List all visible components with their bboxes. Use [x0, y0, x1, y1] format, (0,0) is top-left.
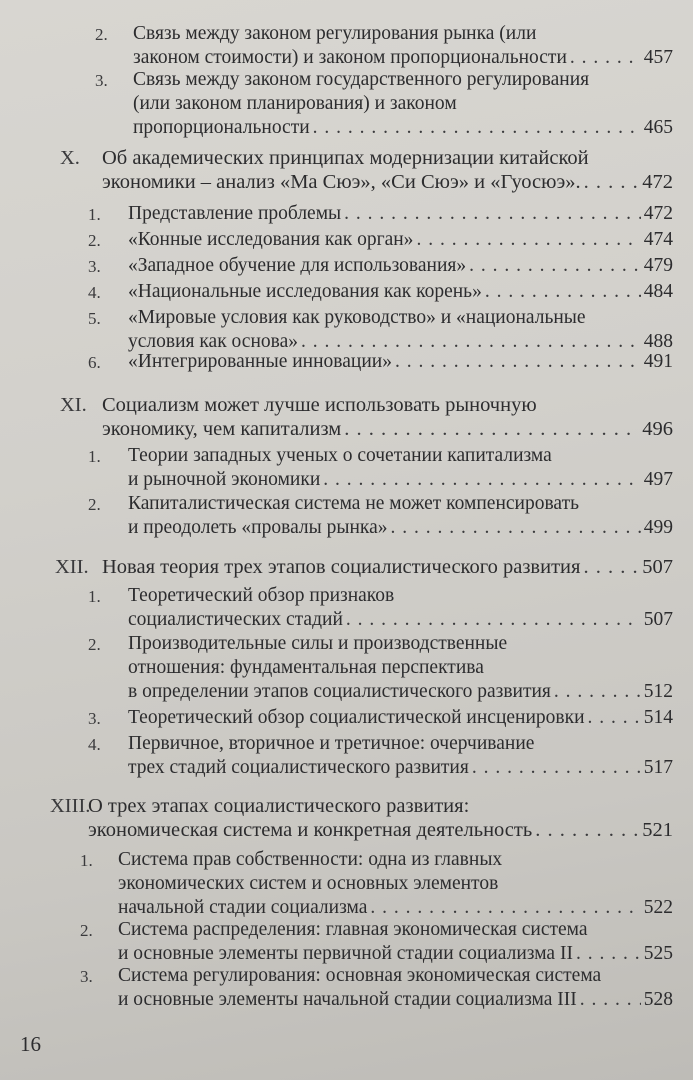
- page-ref: 474: [643, 229, 673, 250]
- page-ref: 479: [643, 255, 673, 276]
- toc-entry-section: [88, 632, 673, 704]
- toc-entry-section: [88, 444, 673, 492]
- page-ref: 484: [643, 281, 673, 302]
- dot-leader: [313, 116, 641, 140]
- entry-number: 1.: [80, 851, 93, 870]
- entry-title-line: законом стоимости) и законом пропорциональности: [133, 47, 567, 68]
- entry-number: 3.: [88, 257, 101, 276]
- dot-leader: [344, 417, 639, 441]
- entry-title-line: Первичное, вторичное и третичное: очерчивание: [128, 733, 535, 754]
- entry-title-line: (или законом планирования) и законом: [133, 93, 457, 114]
- chapter-title-line: Новая теория трех этапов социалистического развития: [102, 556, 581, 578]
- entry-title-line: Производительные силы и производственные: [128, 633, 508, 654]
- page-ref: 512: [643, 681, 673, 702]
- page-ref: 497: [643, 469, 673, 490]
- dot-leader: [583, 555, 639, 579]
- toc-entry-chapter: [60, 393, 673, 441]
- entry-title-line: «Национальные исследования как корень»: [128, 281, 482, 302]
- dot-leader: [570, 46, 641, 70]
- chapter-number: X.: [60, 147, 80, 169]
- page-ref: 514: [643, 707, 673, 728]
- dot-leader: [416, 228, 640, 252]
- chapter-number: XI.: [60, 394, 87, 416]
- toc-entry-chapter: [60, 146, 673, 194]
- entry-title-line: пропорциональности: [133, 117, 310, 138]
- entry-title-line: Капиталистическая система не может компенсировать: [128, 493, 579, 514]
- entry-title-line: трех стадий социалистического развития: [128, 757, 469, 778]
- toc-entry-section: [88, 306, 673, 354]
- chapter-title-line: Социализм может лучше использовать рыночную: [102, 394, 537, 416]
- chapter-title-line: Об академических принципах модернизации китайской: [102, 147, 589, 169]
- toc-entry-section: [88, 732, 673, 780]
- entry-title-line: экономических систем и основных элементов: [118, 873, 499, 894]
- page-ref: 465: [643, 117, 673, 138]
- page-ref: 522: [643, 897, 673, 918]
- entry-title-line: в определении этапов социалистического развития: [128, 681, 551, 702]
- entry-title-line: Система распределения: главная экономическая система: [118, 919, 588, 940]
- dot-leader: [469, 254, 641, 278]
- entry-title-line: Теории западных ученых о сочетании капитализма: [128, 445, 552, 466]
- entry-number: 2.: [88, 635, 101, 654]
- entry-title-line: начальной стадии социализма: [118, 897, 368, 918]
- toc-entry-section: [88, 228, 673, 252]
- entry-title-line: отношения: фундаментальная перспектива: [128, 657, 484, 678]
- toc-entry-chapter: [55, 555, 673, 579]
- entry-title-line: и основные элементы первичной стадии социализма II: [118, 943, 573, 964]
- entry-number: 3.: [80, 967, 93, 986]
- page-ref: 507: [643, 609, 673, 630]
- entry-title-line: Теоретический обзор признаков: [128, 585, 395, 606]
- page-ref: 488: [643, 331, 673, 352]
- dot-leader: [485, 280, 641, 304]
- dot-leader: [472, 756, 641, 780]
- dot-leader: [580, 988, 641, 1012]
- page-ref: 517: [643, 757, 673, 778]
- dot-leader: [576, 942, 641, 966]
- dot-leader: [535, 818, 639, 842]
- dot-leader: [370, 896, 640, 920]
- toc-entry-section: [80, 918, 673, 966]
- entry-number: 5.: [88, 309, 101, 328]
- page-number: 16: [20, 1032, 41, 1056]
- page-ref: 491: [643, 351, 673, 372]
- entry-title-line: Представление проблемы: [128, 203, 342, 224]
- entry-number: 3.: [88, 709, 101, 728]
- entry-number: 2.: [95, 25, 108, 44]
- entry-title-line: и преодолеть «провалы рынка»: [128, 517, 388, 538]
- toc-entry-section: [88, 706, 673, 730]
- entry-title-line: Связь между законом регулирования рынка (или: [133, 23, 537, 44]
- page-ref: 525: [643, 943, 673, 964]
- entry-number: 1.: [88, 205, 101, 224]
- toc-entry-section: [80, 848, 673, 920]
- toc-entry-section: [95, 68, 673, 140]
- toc-entry-section: [88, 584, 673, 632]
- toc-entry-section: [80, 964, 673, 1012]
- toc-entry-section: [88, 280, 673, 304]
- entry-title-line: и рыночной экономики: [128, 469, 321, 490]
- dot-leader: [323, 468, 641, 492]
- dot-leader: [344, 202, 641, 226]
- entry-number: 2.: [88, 495, 101, 514]
- entry-title-line: «Мировые условия как руководство» и «национальные: [128, 307, 586, 328]
- chapter-title-line: экономики – анализ «Ма Сюэ», «Си Сюэ» и «Гуосюэ».: [102, 171, 581, 193]
- chapter-title-line: О трех этапах социалистического развития:: [88, 795, 470, 817]
- toc-entry-section: [88, 492, 673, 540]
- entry-title-line: условия как основа»: [128, 331, 298, 352]
- entry-title-line: и основные элементы начальной стадии социализма III: [118, 989, 577, 1010]
- chapter-title-line: экономическая система и конкретная деятельность: [88, 819, 533, 841]
- entry-title-line: «Конные исследования как орган»: [128, 229, 414, 250]
- dot-leader: [584, 170, 640, 194]
- entry-number: 4.: [88, 283, 101, 302]
- toc-entry-section: [88, 254, 673, 278]
- entry-title-line: Связь между законом государственного регулирования: [133, 69, 590, 90]
- entry-number: 6.: [88, 353, 101, 372]
- dot-leader: [554, 680, 641, 704]
- entry-number: 3.: [95, 71, 108, 90]
- chapter-number: XII.: [55, 556, 89, 578]
- page-ref: 496: [642, 418, 673, 440]
- page-ref: 507: [642, 556, 673, 578]
- dot-leader: [395, 350, 641, 374]
- chapter-number: XIII.: [50, 795, 91, 817]
- toc-entry-section: [95, 22, 673, 70]
- page-ref: 457: [643, 47, 673, 68]
- dot-leader: [390, 516, 640, 540]
- page-ref: 521: [642, 819, 673, 841]
- entry-title-line: социалистических стадий: [128, 609, 343, 630]
- toc-entry-chapter: [50, 794, 673, 842]
- page-ref: 472: [642, 171, 673, 193]
- dot-leader: [588, 706, 641, 730]
- entry-title-line: Теоретический обзор социалистической инсценировки: [128, 707, 585, 728]
- page-ref: 499: [643, 517, 673, 538]
- toc-entry-section: [88, 350, 673, 374]
- entry-title-line: «Интегрированные инновации»: [128, 351, 392, 372]
- entry-number: 1.: [88, 587, 101, 606]
- page-ref: 528: [643, 989, 673, 1010]
- toc-entry-section: [88, 202, 673, 226]
- entry-number: 2.: [80, 921, 93, 940]
- entry-title-line: Система регулирования: основная экономическая система: [118, 965, 602, 986]
- entry-title-line: Система прав собственности: одна из главных: [118, 849, 503, 870]
- entry-number: 2.: [88, 231, 101, 250]
- entry-number: 4.: [88, 735, 101, 754]
- entry-title-line: «Западное обучение для использования»: [128, 255, 467, 276]
- entry-number: 1.: [88, 447, 101, 466]
- dot-leader: [346, 608, 641, 632]
- chapter-title-line: экономику, чем капитализм: [102, 418, 342, 440]
- page-ref: 472: [643, 203, 673, 224]
